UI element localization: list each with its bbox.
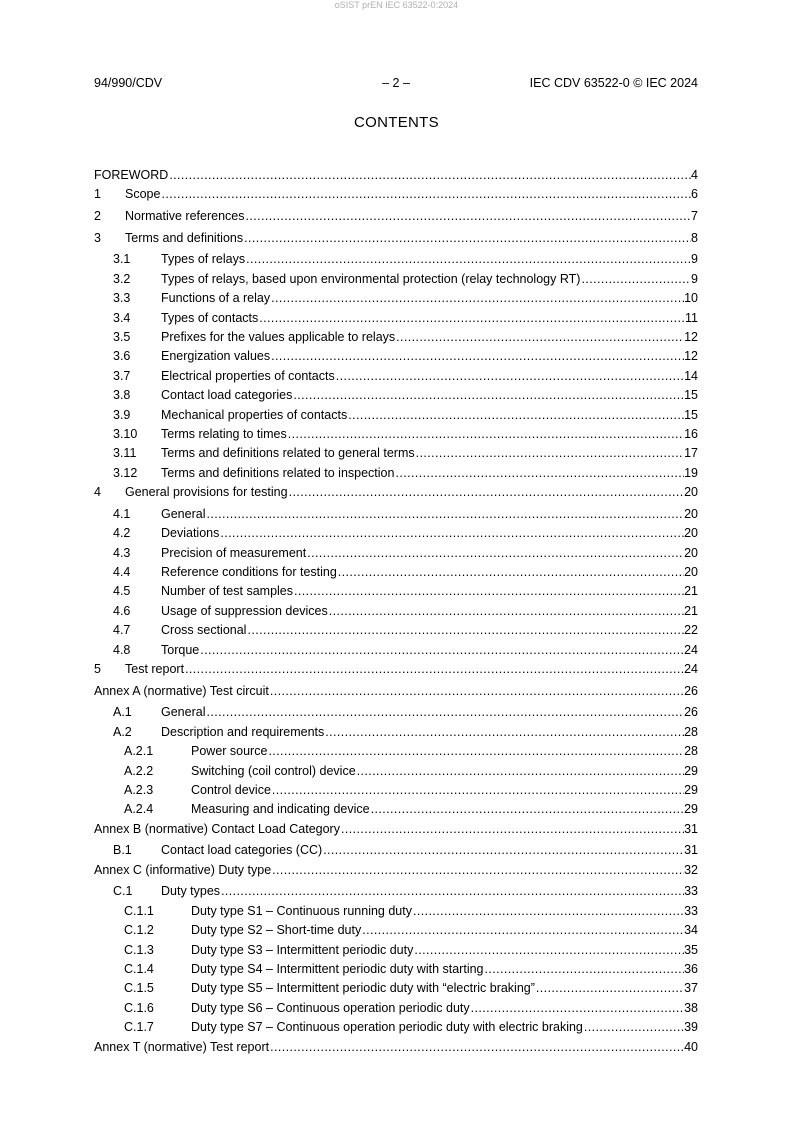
dot-leader (206, 505, 684, 524)
toc-entry-number: 4.2 (113, 526, 131, 541)
table-of-contents (94, 166, 698, 1057)
toc-entry[interactable] (94, 820, 698, 839)
toc-entry-page: 38 (684, 1000, 698, 1015)
dot-leader (289, 483, 685, 502)
dot-leader (584, 1018, 684, 1037)
toc-entry[interactable] (94, 367, 698, 386)
toc-entry-title: Cross sectional (161, 623, 247, 638)
dot-leader (272, 861, 684, 880)
dot-leader (413, 902, 684, 921)
toc-entry-page: 32 (684, 862, 698, 877)
toc-entry-title: Types of relays, based upon environmental protection (relay technology RT) (161, 271, 581, 286)
toc-entry-title: General (161, 705, 206, 720)
toc-entry-title: Functions of a relay (161, 291, 271, 306)
toc-entry-number: A.2.2 (124, 763, 154, 778)
toc-entry-number: 3.7 (113, 368, 131, 383)
dot-leader (161, 185, 691, 204)
toc-entry-title: Normative references (125, 209, 245, 224)
toc-entry-page: 12 (684, 349, 698, 364)
toc-entry[interactable] (94, 464, 698, 483)
dot-leader (325, 723, 684, 742)
toc-entry[interactable] (94, 524, 698, 543)
toc-entry-number: B.1 (113, 843, 132, 858)
toc-entry-page: 34 (684, 923, 698, 938)
dot-leader (471, 999, 684, 1018)
toc-entry[interactable] (94, 406, 698, 425)
dot-leader (259, 309, 685, 328)
toc-entry-title: Contact load categories (CC) (161, 843, 323, 858)
toc-entry[interactable] (94, 309, 698, 328)
toc-entry-number: 3.4 (113, 310, 131, 325)
toc-entry-title: Energization values (161, 349, 271, 364)
watermark: oSIST prEN IEC 63522-0:2024 (334, 0, 459, 10)
toc-entry-number: C.1.4 (124, 962, 154, 976)
toc-entry[interactable] (94, 505, 698, 524)
dot-leader (270, 682, 684, 701)
toc-entry-number: 4.7 (113, 623, 131, 638)
toc-entry-page: 15 (684, 407, 698, 422)
dot-leader (272, 781, 684, 800)
toc-entry-title: Control device (191, 782, 271, 797)
toc-entry[interactable] (94, 703, 698, 722)
toc-entry-page: 7 (691, 209, 698, 224)
toc-entry[interactable] (94, 621, 698, 640)
toc-entry-page: 9 (691, 271, 698, 286)
dot-leader (338, 563, 684, 582)
toc-entry-number: 3.12 (113, 465, 138, 480)
toc-entry[interactable] (94, 781, 698, 800)
toc-entry-number: C.1.2 (124, 923, 154, 938)
dot-leader (336, 367, 684, 386)
dot-leader (247, 621, 684, 640)
toc-entry-title: Duty type S5 – Intermittent periodic duty with “electric braking” (191, 981, 535, 996)
toc-entry-title: Types of contacts (161, 310, 259, 325)
toc-entry-page: 16 (684, 426, 698, 441)
toc-entry-page: 31 (684, 843, 698, 858)
toc-entry-title: Types of relays (161, 252, 246, 267)
toc-entry[interactable] (94, 483, 698, 502)
toc-entry-title: Terms and definitions related to inspection (161, 465, 395, 480)
toc-entry-page: 20 (684, 506, 698, 521)
toc-entry[interactable] (94, 742, 698, 761)
toc-entry-title: Electrical properties of contacts (161, 368, 335, 383)
toc-entry[interactable] (94, 641, 698, 660)
toc-entry-title: FOREWORD (94, 168, 169, 182)
toc-entry[interactable] (94, 207, 698, 226)
toc-entry-title: Description and requirements (161, 724, 325, 739)
toc-entry-page: 24 (684, 661, 698, 676)
toc-entry-number: 3.11 (113, 446, 137, 461)
dot-leader (581, 270, 691, 289)
dot-leader (416, 444, 684, 463)
toc-entry-number: C.1.7 (124, 1020, 154, 1035)
toc-entry-page: 31 (684, 821, 698, 836)
toc-entry[interactable] (94, 941, 698, 960)
toc-entry-page: 19 (684, 465, 698, 480)
toc-entry-number: A.2 (113, 724, 132, 739)
toc-entry-number: 3.1 (113, 252, 131, 267)
toc-entry-page: 12 (684, 330, 698, 345)
toc-entry-title: Mechanical properties of contacts (161, 407, 348, 422)
toc-entry-title: Terms relating to times (161, 426, 287, 441)
dot-leader (294, 582, 684, 601)
toc-entry-title: Measuring and indicating device (191, 802, 370, 817)
toc-entry-number: C.1.1 (124, 903, 154, 918)
toc-entry-page: 33 (684, 903, 698, 918)
dot-leader (185, 660, 684, 679)
toc-entry[interactable] (94, 841, 698, 860)
dot-leader (329, 602, 684, 621)
toc-entry[interactable] (94, 444, 698, 463)
toc-entry-number: 3.3 (113, 291, 131, 306)
dot-leader (396, 328, 684, 347)
toc-entry-title: Duty type S3 – Intermittent periodic duty (191, 942, 414, 957)
toc-entry-number: 4.8 (113, 642, 131, 657)
toc-entry-number: 4.4 (113, 565, 131, 579)
dot-leader (221, 882, 684, 901)
toc-entry-number: A.2.3 (124, 782, 154, 797)
toc-entry-number: C.1.6 (124, 1000, 154, 1015)
toc-entry-number: C.1 (113, 884, 133, 899)
toc-entry-title: Usage of suppression devices (161, 603, 328, 618)
toc-entry-page: 8 (691, 230, 698, 245)
toc-entry-number: 3.10 (113, 426, 138, 441)
toc-entry-page: 28 (684, 724, 698, 739)
toc-entry-title: Duty types (161, 884, 221, 899)
toc-entry-number: 5 (94, 661, 101, 676)
toc-entry-page: 26 (684, 683, 698, 698)
toc-entry[interactable] (94, 960, 698, 979)
toc-entry-page: 20 (684, 526, 698, 541)
toc-entry-number: 4.3 (113, 545, 131, 560)
dot-leader (362, 921, 684, 940)
toc-entry-number: 4.1 (113, 506, 131, 521)
dot-leader (288, 425, 684, 444)
toc-entry-page: 37 (684, 981, 698, 996)
toc-entry-page: 10 (684, 291, 698, 306)
toc-entry-page: 4 (691, 168, 698, 182)
toc-entry-title: Deviations (161, 526, 220, 541)
toc-entry[interactable] (94, 979, 698, 998)
dot-leader (206, 703, 684, 722)
toc-entry-title: Terms and definitions related to general terms (161, 446, 415, 461)
toc-entry-page: 17 (684, 446, 698, 461)
toc-entry-title: Contact load categories (161, 388, 293, 403)
toc-entry-title: Duty type S7 – Continuous operation periodic duty with electric braking (191, 1020, 583, 1035)
dot-leader (169, 166, 691, 185)
toc-entry-page: 33 (684, 884, 698, 899)
toc-entry-number: 1 (94, 187, 101, 202)
toc-entry-title: General (161, 506, 206, 521)
dot-leader (323, 841, 684, 860)
toc-entry[interactable] (94, 921, 698, 940)
toc-entry[interactable] (94, 602, 698, 621)
page-title: CONTENTS (354, 114, 439, 131)
dot-leader (200, 641, 684, 660)
toc-entry-title: Switching (coil control) device (191, 763, 356, 778)
toc-entry-title: Power source (191, 744, 268, 759)
toc-entry-number: 3.9 (113, 407, 131, 422)
toc-entry[interactable] (94, 229, 698, 248)
document-reference: 94/990/CDV (94, 76, 163, 90)
dot-leader (485, 960, 685, 979)
page-number: – 2 – (382, 76, 410, 90)
toc-entry[interactable] (94, 328, 698, 347)
dot-leader (357, 762, 684, 781)
toc-entry-page: 20 (684, 565, 698, 579)
toc-entry-page: 20 (684, 545, 698, 560)
toc-entry-title: Torque (161, 642, 200, 657)
toc-entry[interactable] (94, 386, 698, 405)
dot-leader (220, 524, 684, 543)
toc-entry-number: C.1.5 (124, 981, 154, 996)
toc-entry-number: 3.6 (113, 349, 131, 364)
toc-entry-page: 11 (685, 310, 698, 325)
toc-entry-number: 4.5 (113, 584, 131, 599)
toc-entry-page: 6 (691, 187, 698, 202)
toc-entry[interactable] (94, 185, 698, 204)
toc-entry[interactable] (94, 166, 698, 185)
toc-entry-page: 24 (684, 642, 698, 657)
toc-entry-title: Reference conditions for testing (161, 565, 337, 579)
toc-entry-page: 29 (684, 763, 698, 778)
toc-entry[interactable] (94, 270, 698, 289)
toc-entry[interactable] (94, 347, 698, 366)
toc-entry-title: Number of test samples (161, 584, 293, 599)
toc-entry-number: 4 (94, 485, 101, 500)
page-header (94, 76, 698, 92)
dot-leader (414, 941, 684, 960)
toc-entry-number: A.2.1 (124, 744, 154, 759)
toc-entry-title: Test report (125, 661, 185, 676)
toc-entry-title: Annex C (informative) Duty type (94, 862, 272, 877)
toc-entry[interactable] (94, 250, 698, 269)
toc-entry-page: 28 (684, 744, 698, 759)
toc-entry-title: Duty type S2 – Short-time duty (191, 923, 362, 938)
toc-entry-page: 15 (684, 388, 698, 403)
toc-entry-title: General provisions for testing (125, 485, 288, 500)
toc-entry[interactable] (94, 762, 698, 781)
toc-entry[interactable] (94, 902, 698, 921)
toc-entry[interactable] (94, 660, 698, 679)
toc-entry[interactable] (94, 563, 698, 582)
dot-leader (536, 979, 684, 998)
toc-entry[interactable] (94, 544, 698, 563)
toc-entry-page: 21 (684, 603, 698, 618)
toc-entry-page: 20 (684, 485, 698, 500)
toc-entry[interactable] (94, 682, 698, 701)
dot-leader (246, 250, 691, 269)
dot-leader (244, 229, 691, 248)
toc-entry-title: Duty type S6 – Continuous operation periodic duty (191, 1000, 470, 1015)
dot-leader (268, 742, 684, 761)
toc-entry[interactable] (94, 800, 698, 819)
toc-entry-page: 14 (684, 368, 698, 383)
toc-entry-page: 29 (684, 802, 698, 817)
toc-entry-number: 3.2 (113, 271, 131, 286)
dot-leader (271, 347, 684, 366)
toc-entry[interactable] (94, 882, 698, 901)
toc-entry-title: Annex B (normative) Contact Load Category (94, 821, 340, 836)
dot-leader (293, 386, 684, 405)
toc-entry-title: Prefixes for the values applicable to relays (161, 330, 396, 345)
toc-entry-number: C.1.3 (124, 942, 154, 957)
toc-entry-page: 39 (684, 1020, 698, 1035)
toc-entry-title: Duty type S4 – Intermittent periodic duty with starting (191, 962, 484, 976)
toc-entry-number: A.2.4 (124, 802, 154, 817)
toc-entry[interactable] (94, 861, 698, 880)
document-copyright: IEC CDV 63522-0 © IEC 2024 (529, 76, 698, 90)
toc-entry-number: 3.8 (113, 388, 131, 403)
toc-entry-number: 3.5 (113, 330, 131, 345)
toc-entry-number: 3 (94, 230, 101, 245)
toc-entry[interactable] (94, 1038, 698, 1057)
toc-entry[interactable] (94, 723, 698, 742)
toc-entry-title: Terms and definitions (125, 230, 244, 245)
toc-entry-title: Annex T (normative) Test report (94, 1039, 270, 1054)
dot-leader (348, 406, 684, 425)
dot-leader (307, 544, 684, 563)
dot-leader (395, 464, 684, 483)
toc-entry-title: Duty type S1 – Continuous running duty (191, 903, 412, 918)
toc-entry[interactable] (94, 1018, 698, 1037)
toc-entry-title: Annex A (normative) Test circuit (94, 683, 269, 698)
toc-entry-number: 4.6 (113, 603, 131, 618)
toc-entry-page: 35 (684, 942, 698, 957)
toc-entry-title: Scope (125, 187, 161, 202)
dot-leader (246, 207, 692, 226)
toc-entry-page: 26 (684, 705, 698, 720)
toc-entry-title: Precision of measurement (161, 545, 307, 560)
toc-entry-page: 22 (684, 623, 698, 638)
toc-entry-page: 21 (684, 584, 698, 599)
dot-leader (341, 820, 684, 839)
toc-entry-page: 9 (691, 252, 698, 267)
toc-entry[interactable] (94, 425, 698, 444)
toc-entry[interactable] (94, 582, 698, 601)
toc-entry-number: 2 (94, 209, 101, 224)
toc-entry-number: A.1 (113, 705, 132, 720)
dot-leader (270, 1038, 684, 1057)
toc-entry-page: 40 (684, 1039, 698, 1054)
dot-leader (271, 289, 684, 308)
toc-entry-page: 36 (684, 962, 698, 976)
toc-entry-page: 29 (684, 782, 698, 797)
toc-entry[interactable] (94, 289, 698, 308)
toc-entry[interactable] (94, 999, 698, 1018)
dot-leader (371, 800, 685, 819)
